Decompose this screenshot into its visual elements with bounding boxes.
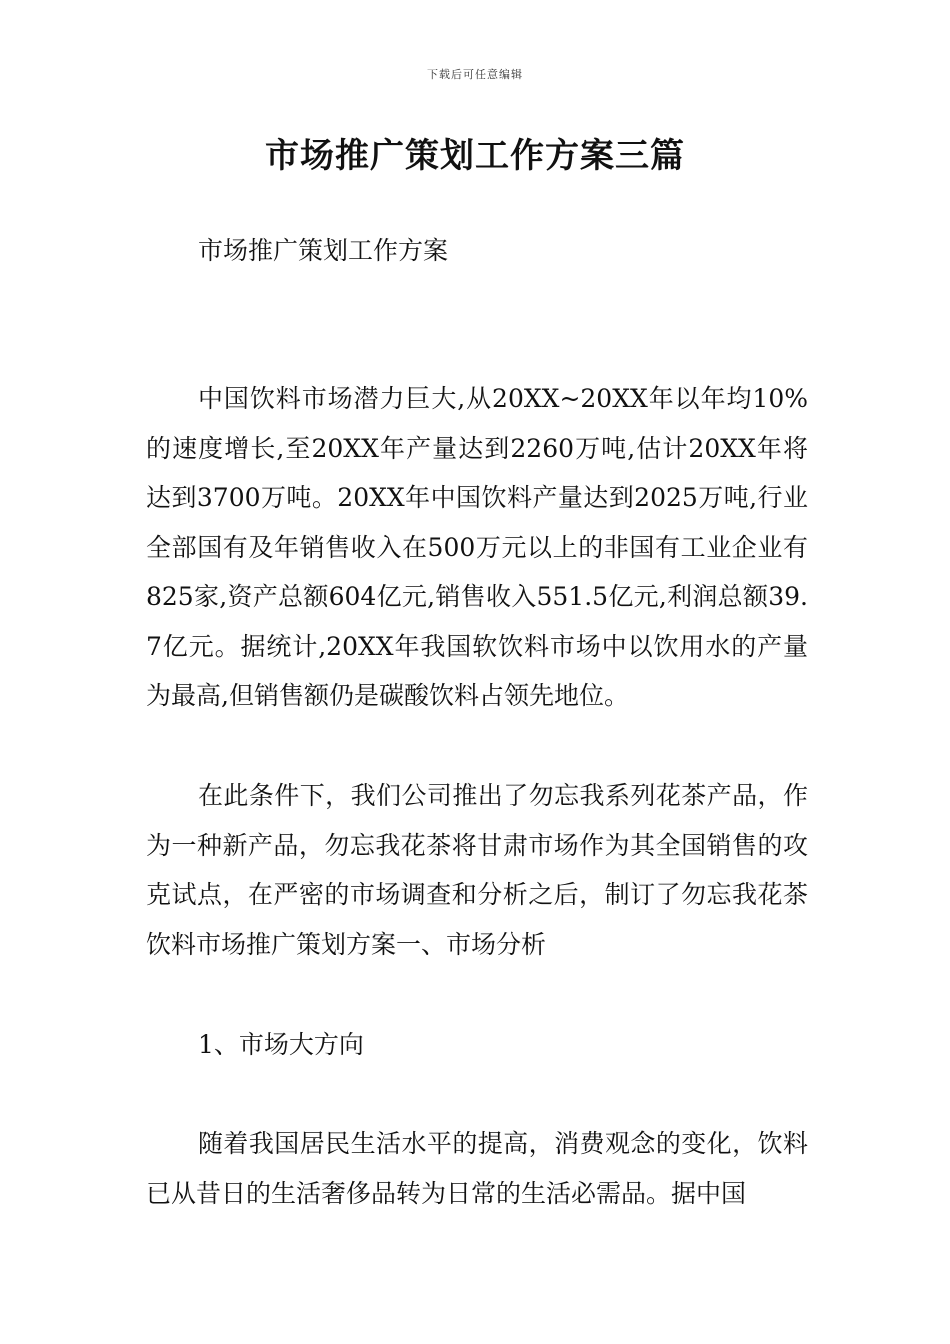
- body-paragraph-consumption: 随着我国居民生活水平的提高，消费观念的变化，饮料已从昔日的生活奢侈品转为日常的生活必需品。据中国: [146, 1129, 808, 1208]
- subtitle-paragraph: 市场推广策划工作方案: [198, 236, 449, 265]
- section-heading-market-direction: 1、市场大方向: [198, 1030, 364, 1059]
- document-title: 市场推广策划工作方案三篇: [265, 136, 685, 176]
- body-paragraph-product-intro: 在此条件下，我们公司推出了勿忘我系列花茶产品，作为一种新产品，勿忘我花茶将甘肃市场作为其全国销售的攻克试点，在严密的市场调查和分析之后，制订了勿忘我花茶饮料市场推广策划方案一、市场分析: [146, 781, 808, 959]
- header-note: 下载后可任意编辑: [427, 68, 523, 81]
- body-paragraph-market-size: 中国饮料市场潜力巨大,从20XX~20XX年以年均10%的速度增长,至20XX年产量达到2260万吨,估计20XX年将达到3700万吨。20XX年中国饮料产量达到2025万吨,行业全部国有及年销售收入在500万元以上的非国有工业企业有825家,资产总额604亿元,销售收入551.5亿元,利润总额39.7亿元。据统计,20XX年我国软饮料市场中以饮用水的产量为最高,但销售额仍是碳酸饮料占领先地位。: [146, 384, 808, 710]
